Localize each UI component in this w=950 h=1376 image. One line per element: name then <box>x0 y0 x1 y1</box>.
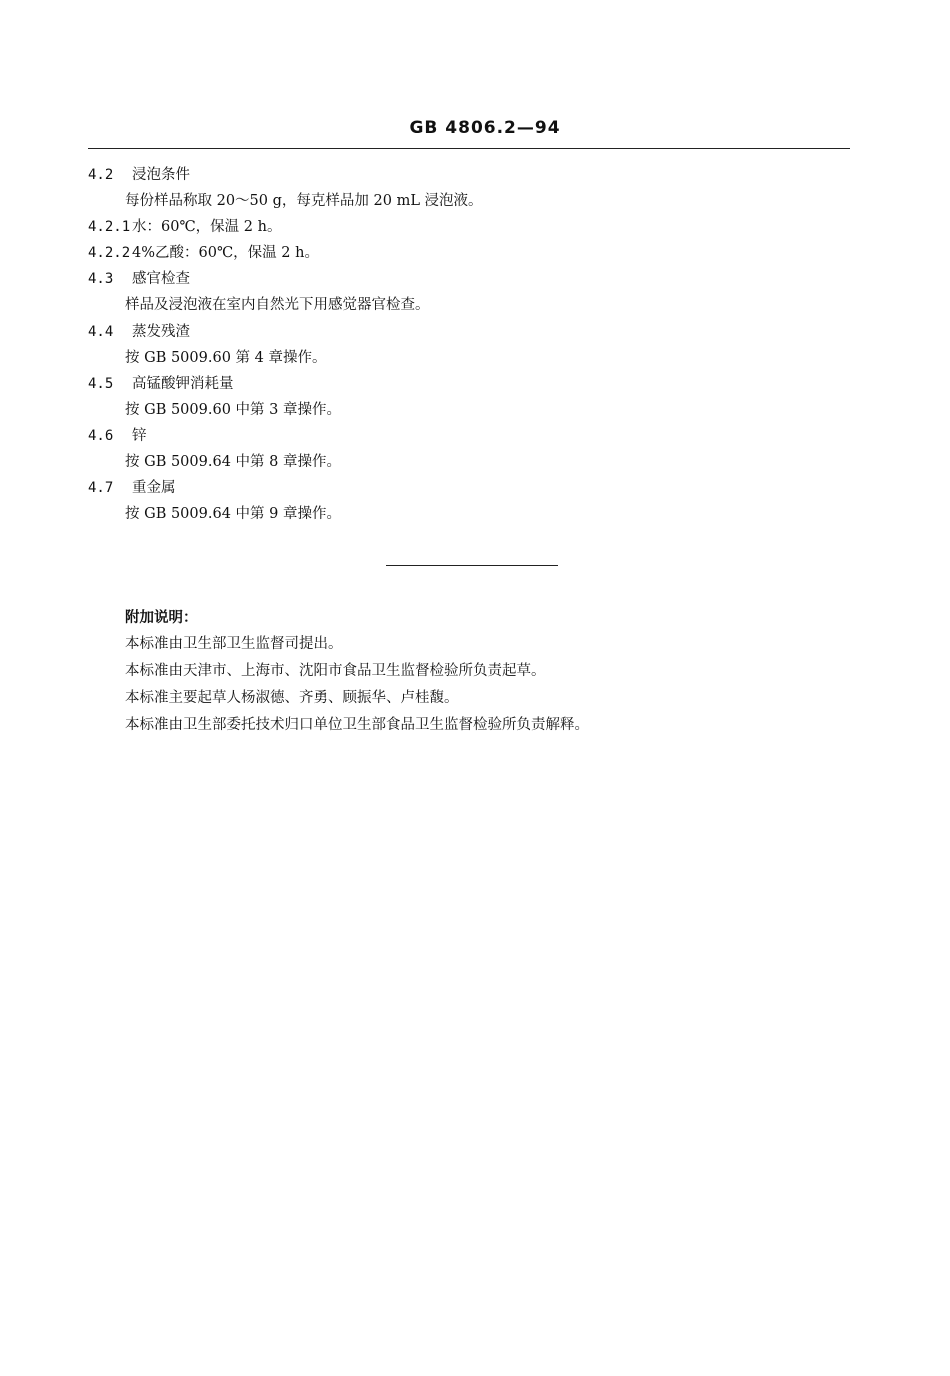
additional-notes <box>125 604 885 739</box>
body-text: 样品及浸泡液在室内自然光下用感觉器官检查。 <box>125 297 430 314</box>
body-text: 按 GB 5009.60 中第 3 章操作。 <box>125 401 341 418</box>
section-list <box>0 162 950 527</box>
section-body <box>0 292 950 318</box>
body-text: 按 GB 5009.64 中第 9 章操作。 <box>125 506 341 523</box>
section-body <box>0 449 950 475</box>
standard-number-header: GB 4806.2—94 <box>409 118 561 138</box>
section-heading <box>0 240 950 266</box>
section-title: 浸泡条件 <box>132 167 190 183</box>
section-title: 蒸发残渣 <box>132 323 190 340</box>
section-title: 重金属 <box>132 480 176 497</box>
section-heading <box>0 319 950 345</box>
section-number: 4.2 <box>88 167 114 183</box>
section-number: 4.7 <box>88 480 114 497</box>
section-heading <box>0 214 950 240</box>
note-line: 本标准由卫生部卫生监督司提出。 <box>125 636 343 652</box>
section-number: 4.2.1 <box>88 219 131 236</box>
note-line: 本标准主要起草人杨淑德、齐勇、顾振华、卢桂馥。 <box>125 690 459 706</box>
section-title: 感官检查 <box>132 271 190 288</box>
section-title: 高锰酸钾消耗量 <box>132 375 234 392</box>
body-text: 按 GB 5009.64 中第 8 章操作。 <box>125 454 341 471</box>
section-number: 4.2.2 <box>88 245 131 262</box>
note-line: 本标准由天津市、上海市、沈阳市食品卫生监督检验所负责起草。 <box>125 663 546 679</box>
section-body <box>0 345 950 371</box>
notes-title: 附加说明： <box>125 609 198 626</box>
body-text: 按 GB 5009.60 第 4 章操作。 <box>125 349 327 366</box>
note-line: 本标准由卫生部委托技术归口单位卫生部食品卫生监督检验所负责解释。 <box>125 717 589 733</box>
section-heading <box>0 423 950 449</box>
header-rule <box>88 148 850 149</box>
section-number: 4.5 <box>88 375 114 392</box>
end-divider <box>386 565 558 566</box>
section-number: 4.6 <box>88 427 114 444</box>
section-heading <box>0 371 950 397</box>
body-text: 每份样品称取 20～50 g，每克样品加 20 mL 浸泡液。 <box>125 193 483 210</box>
section-body <box>0 501 950 527</box>
section-body <box>0 188 950 214</box>
section-heading <box>0 475 950 501</box>
section-title: 4%乙酸：60℃，保温 2 h。 <box>132 245 319 262</box>
section-title: 水：60℃，保温 2 h。 <box>132 219 282 236</box>
section-number: 4.4 <box>88 323 114 340</box>
section-heading <box>0 266 950 292</box>
section-body <box>0 397 950 423</box>
section-title: 锌 <box>132 427 147 444</box>
section-number: 4.3 <box>88 271 114 288</box>
section-heading <box>0 162 950 188</box>
